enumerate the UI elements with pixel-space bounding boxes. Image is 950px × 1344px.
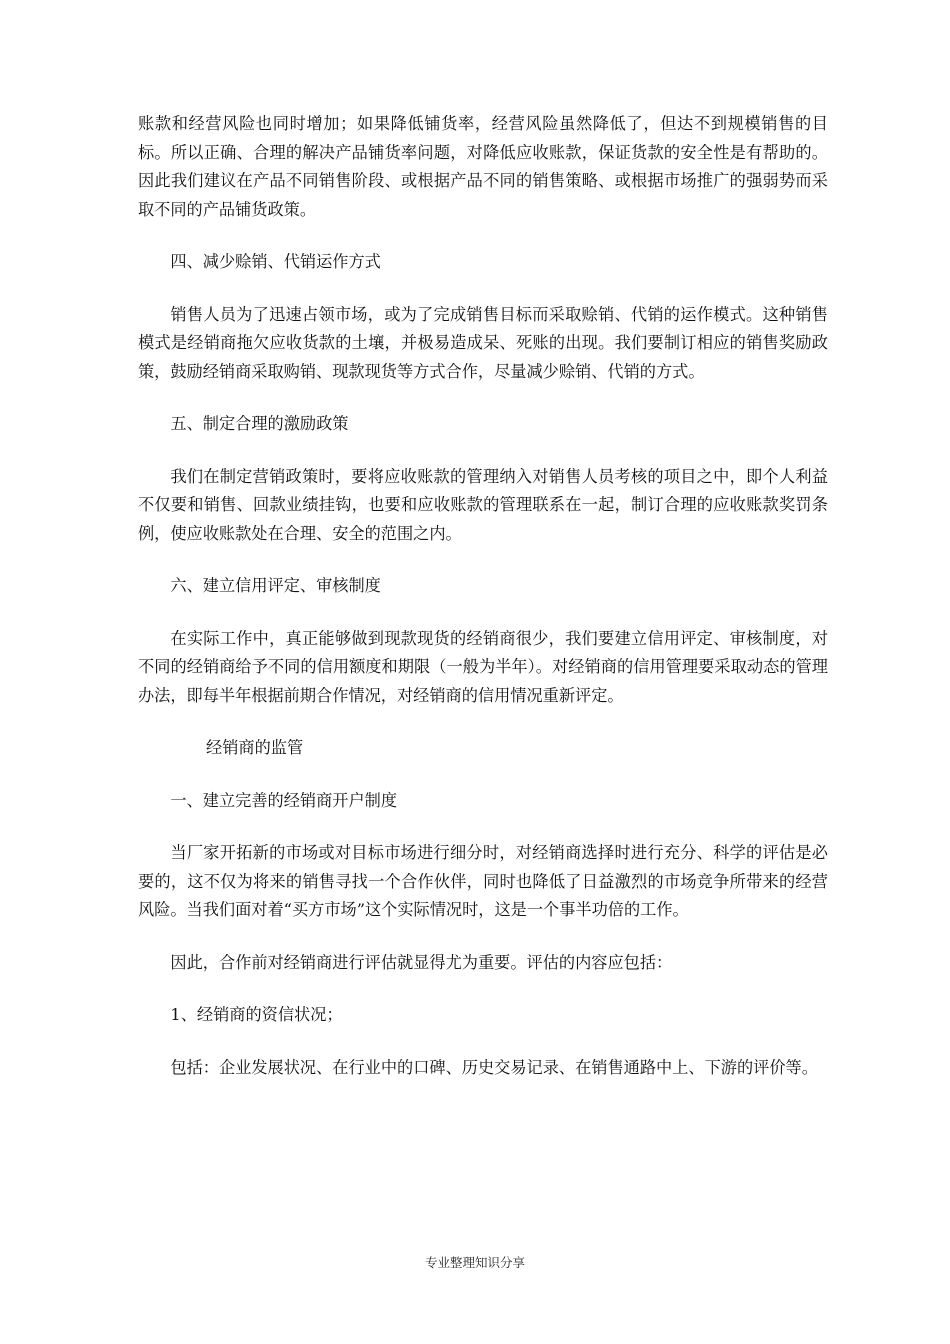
- paragraph-evaluation-content: 因此，合作前对经销商进行评估就显得尤为重要。评估的内容应包括：: [170, 952, 673, 972]
- heading-incentive-policy: 五、制定合理的激励政策: [170, 414, 349, 433]
- heading-account-opening: 一、建立完善的经销商开户制度: [170, 790, 398, 810]
- list-item-credit-status: 1、经销商的资信状况；: [170, 1005, 343, 1024]
- paragraph-credit-sales: 销售人员为了迅速占领市场，或为了完成销售目标而采取赊销、代销的运作模式。这种销售模式是经销商拖欠应收货款的土壤，并极易造成呆、死账的出现。我们要制订相应的销售奖励政策，鼓励经销商采取购销、现款现货等方式合作，尽量减少赊销、代销的方式。: [138, 304, 828, 381]
- heading-credit-rating: 六、建立信用评定、审核制度: [170, 576, 381, 595]
- paragraph-credit-details: 包括：企业发展状况、在行业中的口碑、历史交易记录、在销售通路中上、下游的评价等。: [170, 1057, 818, 1077]
- section-title-dealer-supervision: 经销商的监管: [206, 738, 304, 757]
- paragraph-dealer-evaluation: 当厂家开拓新的市场或对目标市场进行细分时，对经销商选择时进行充分、科学的评估是必要的，这不仅为将来的销售寻找一个合作伙伴，同时也降低了日益激烈的市场竞争所带来的经营风险。当我们面对着“买方市场”这个实际情况时，这是一个事半功倍的工作。: [138, 843, 828, 919]
- page-footer: 专业整理知识分享: [424, 1255, 525, 1270]
- heading-reduce-credit-sales: 四、减少赊销、代销运作方式: [170, 252, 381, 271]
- paragraph-continuation: 账款和经营风险也同时增加；如果降低铺货率，经营风险虽然降低了，但达不到规模销售的目标。所以正确、合理的解决产品铺货率问题，对降低应收账款，保证货款的安全性是有帮助的。因此我们建议在产品不同销售阶段、或根据产品不同的销售策略、或根据市场推广的强弱势而采取不同的产品铺货政策。: [138, 114, 828, 219]
- document-body: [138, 110, 828, 1082]
- paragraph-incentive-policy: 我们在制定营销政策时，要将应收账款的管理纳入对销售人员考核的项目之中，即个人利益不仅要和销售、回款业绩挂钩，也要和应收账款的管理联系在一起，制订合理的应收账款奖罚条例，使应收账款处在合理、安全的范围之内。: [138, 466, 828, 543]
- paragraph-credit-rating: 在实际工作中，真正能够做到现款现货的经销商很少，我们要建立信用评定、审核制度，对不同的经销商给予不同的信用额度和期限（一般为半年）。对经销商的信用管理要采取动态的管理办法，即每半年根据前期合作情况，对经销商的信用情况重新评定。: [138, 628, 828, 705]
